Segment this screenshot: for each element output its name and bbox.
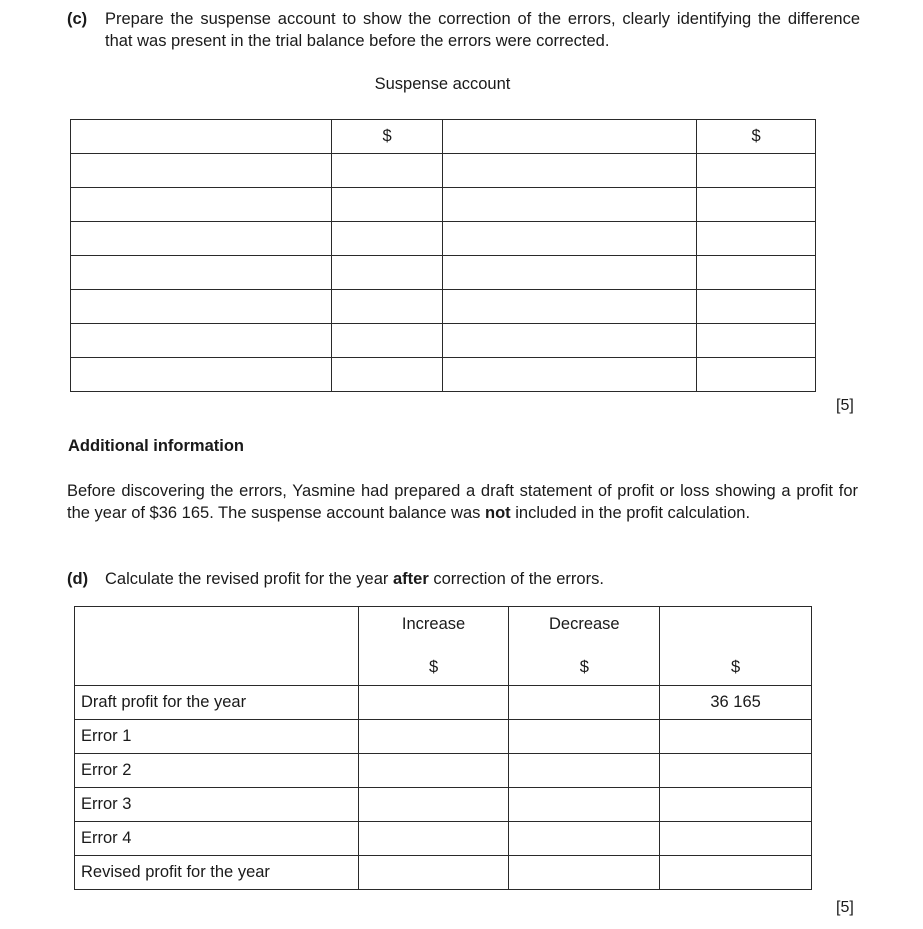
debit-amount-cell[interactable] bbox=[331, 154, 443, 188]
decrease-currency: $ bbox=[579, 658, 589, 676]
total-cell[interactable] bbox=[660, 822, 812, 856]
paragraph-text-2: included in the profit calculation. bbox=[510, 503, 751, 522]
increase-cell[interactable] bbox=[358, 822, 509, 856]
increase-currency: $ bbox=[428, 658, 439, 676]
row-label: Error 3 bbox=[75, 788, 359, 822]
credit-details-header[interactable] bbox=[443, 120, 697, 154]
debit-amount-cell[interactable] bbox=[331, 324, 443, 358]
revised-profit-table bbox=[74, 606, 812, 890]
suspense-account-title: Suspense account bbox=[374, 75, 511, 93]
question-c-label: (c) bbox=[67, 10, 88, 28]
marks-d: [5] bbox=[836, 899, 854, 916]
increase-label: Increase bbox=[401, 615, 466, 633]
debit-details-cell[interactable] bbox=[71, 358, 332, 392]
total-cell[interactable] bbox=[660, 788, 812, 822]
suspense-row bbox=[71, 222, 816, 256]
table-row bbox=[75, 720, 812, 754]
debit-details-cell[interactable] bbox=[71, 324, 332, 358]
decrease-label: Decrease bbox=[548, 615, 620, 633]
label-header-cell bbox=[75, 607, 359, 686]
suspense-account-table bbox=[70, 119, 816, 392]
debit-details-cell[interactable] bbox=[71, 256, 332, 290]
debit-amount-cell[interactable] bbox=[331, 188, 443, 222]
row-label: Draft profit for the year bbox=[75, 686, 359, 720]
total-cell: 36 165 bbox=[660, 686, 812, 720]
credit-details-cell[interactable] bbox=[443, 324, 697, 358]
debit-details-cell[interactable] bbox=[71, 154, 332, 188]
debit-amount-cell[interactable] bbox=[331, 256, 443, 290]
decrease-cell[interactable] bbox=[509, 856, 660, 890]
row-label: Error 1 bbox=[75, 720, 359, 754]
increase-header bbox=[358, 607, 509, 686]
credit-currency-header: $ bbox=[697, 120, 816, 154]
decrease-cell[interactable] bbox=[509, 788, 660, 822]
row-label: Error 4 bbox=[75, 822, 359, 856]
debit-details-cell[interactable] bbox=[71, 222, 332, 256]
decrease-cell[interactable] bbox=[509, 754, 660, 788]
question-c-text: Prepare the suspense account to show the correction of the errors, clearly identifying the difference that was present in the trial balance before the errors were corrected. bbox=[105, 10, 860, 50]
debit-details-header[interactable] bbox=[71, 120, 332, 154]
decrease-cell[interactable] bbox=[509, 822, 660, 856]
additional-info-paragraph bbox=[67, 481, 858, 524]
question-d-text-1: Calculate the revised profit for the year bbox=[105, 570, 393, 588]
question-d-text bbox=[105, 568, 604, 590]
credit-amount-cell[interactable] bbox=[697, 222, 816, 256]
total-cell[interactable] bbox=[660, 754, 812, 788]
profit-header-row bbox=[75, 607, 812, 686]
credit-details-cell[interactable] bbox=[443, 222, 697, 256]
credit-amount-cell[interactable] bbox=[697, 256, 816, 290]
credit-amount-cell[interactable] bbox=[697, 324, 816, 358]
credit-details-cell[interactable] bbox=[443, 154, 697, 188]
table-row bbox=[75, 754, 812, 788]
credit-details-cell[interactable] bbox=[443, 188, 697, 222]
marks-c: [5] bbox=[836, 397, 854, 414]
suspense-row bbox=[71, 324, 816, 358]
decrease-cell[interactable] bbox=[509, 720, 660, 754]
debit-amount-cell[interactable] bbox=[331, 290, 443, 324]
debit-amount-cell[interactable] bbox=[331, 358, 443, 392]
credit-details-cell[interactable] bbox=[443, 358, 697, 392]
paragraph-text-1: Before discovering the errors, Yasmine had prepared a draft statement of profit or loss showing a profit for the year of $36 165. The suspense account balance was bbox=[67, 482, 858, 522]
row-label: Error 2 bbox=[75, 754, 359, 788]
increase-cell[interactable] bbox=[358, 856, 509, 890]
row-label: Revised profit for the year bbox=[75, 856, 359, 890]
question-d-bold-after: after bbox=[392, 570, 429, 588]
increase-cell[interactable] bbox=[358, 720, 509, 754]
paragraph-bold-not: not bbox=[484, 503, 511, 522]
credit-amount-cell[interactable] bbox=[697, 188, 816, 222]
debit-details-cell[interactable] bbox=[71, 188, 332, 222]
question-d-label: (d) bbox=[67, 570, 89, 588]
increase-cell[interactable] bbox=[358, 686, 509, 720]
increase-cell[interactable] bbox=[358, 788, 509, 822]
suspense-row bbox=[71, 188, 816, 222]
credit-details-cell[interactable] bbox=[443, 290, 697, 324]
total-cell[interactable] bbox=[660, 720, 812, 754]
suspense-row bbox=[71, 358, 816, 392]
decrease-header bbox=[509, 607, 660, 686]
credit-details-cell[interactable] bbox=[443, 256, 697, 290]
credit-amount-cell[interactable] bbox=[697, 358, 816, 392]
credit-amount-cell[interactable] bbox=[697, 154, 816, 188]
suspense-row bbox=[71, 290, 816, 324]
total-currency: $ bbox=[731, 658, 741, 676]
increase-cell[interactable] bbox=[358, 754, 509, 788]
suspense-row bbox=[71, 154, 816, 188]
question-d-text-2: correction of the errors. bbox=[428, 570, 604, 588]
debit-details-cell[interactable] bbox=[71, 290, 332, 324]
additional-info-heading: Additional information bbox=[68, 437, 244, 455]
table-row bbox=[75, 686, 812, 720]
debit-amount-cell[interactable] bbox=[331, 222, 443, 256]
suspense-header-row bbox=[71, 120, 816, 154]
total-header bbox=[660, 607, 812, 686]
debit-currency-header: $ bbox=[331, 120, 443, 154]
table-row bbox=[75, 822, 812, 856]
decrease-cell[interactable] bbox=[509, 686, 660, 720]
table-row bbox=[75, 788, 812, 822]
credit-amount-cell[interactable] bbox=[697, 290, 816, 324]
table-row bbox=[75, 856, 812, 890]
suspense-row bbox=[71, 256, 816, 290]
total-cell[interactable] bbox=[660, 856, 812, 890]
